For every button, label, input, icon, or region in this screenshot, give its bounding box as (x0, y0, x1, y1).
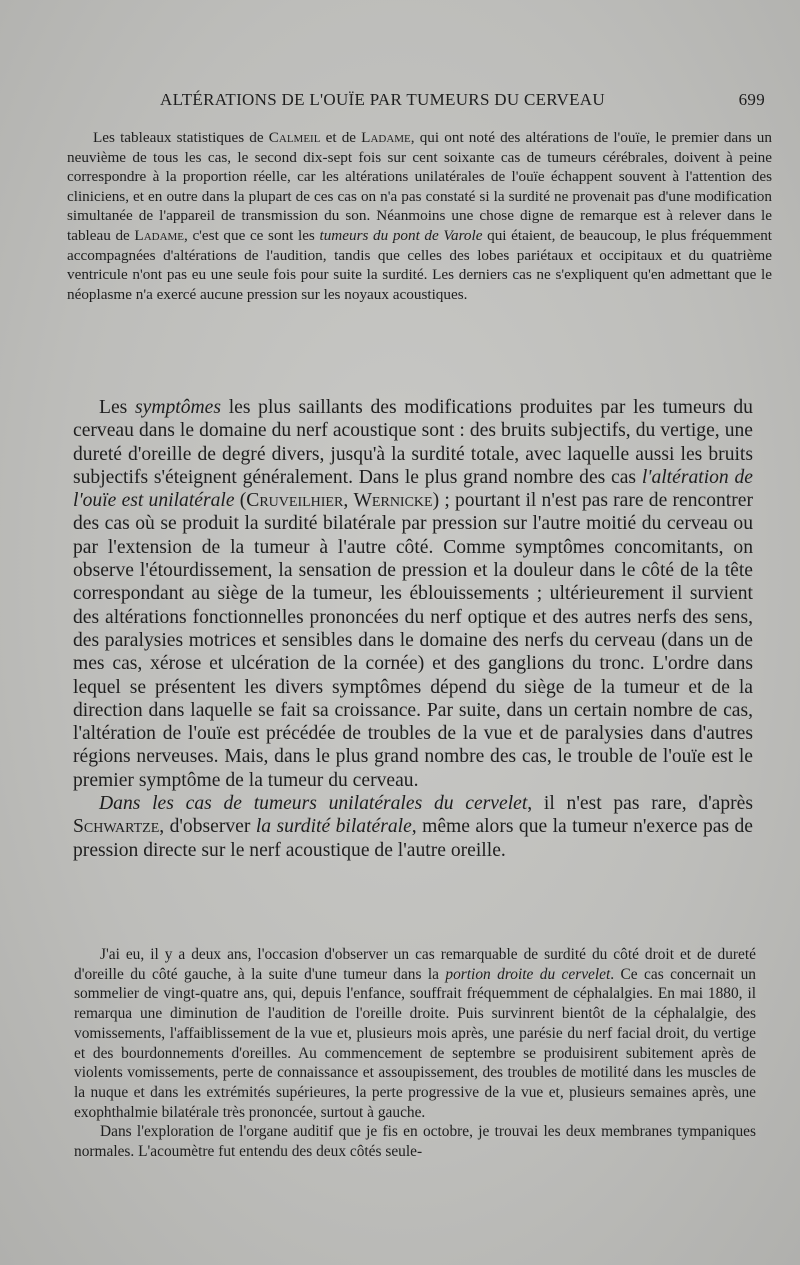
intro-text: Les tableaux statistiques de Calmeil et de Ladame, qui ont noté des altérations de l'ouïe, le premier dans un neuvième de tous les cas, le second dix-sept fois sur cent soixante cas de tumeurs cérébrales, doivent à peine correspondre à la proportion réelle, car les altérations unilatérales de l'ouïe échappent souvent à l'attention des cliniciens, et en outre dans la plupart de ces cas on n'a pas constaté si la surdité ne provenait pas d'une modification simultanée de l'appareil de transmission du son. Néanmoins une chose digne de remarque est à relever dans le tableau de Ladame, c'est que ce sont les tumeurs du pont de Varole qui étaient, de beaucoup, le plus fréquemment accompagnées d'altérations de l'audition, tandis que celles des lobes pariétaux et occipitaux et du quatrième ventricule n'ont pas eu une seule fois pour suite la surdité. Les derniers cas ne s'expliquent qu'en admettant que le néoplasme n'a exercé aucune pression sur les noyaux acoustiques. (67, 129, 773, 303)
author-cruveilhier: Cruveilhier (246, 490, 344, 512)
case-paragraph: J'ai eu, il y a deux ans, l'occasion d'observer un cas remarquable de surdité du côté droit et de dureté d'oreille du côté gauche, à la suite d'une tumeur dans la portion droite du cervelet. Ce cas concernait un sommelier de vingt-quatre ans, qui, depuis l'enfance, souffrait fréquemment de céphalalgies. En mai 1880, il remarqua une diminution de l'audition de l'oreille droite. Puis survinrent bientôt de la céphalalgie, des vomissements, l'affaiblissement de la vue et, plusieurs mois après, une parésie du nerf facial droit, du vertige et des bourdonnements d'oreilles. Au commencement de septembre se produisirent subitement après de violents vomissements, perte de connaissance et assoupissement, des troubles de motilité dans les muscles de la nuque et dans les extrémités supérieures, la perte progressive de la vue et, plusieurs semaines après, une exophthalmie bilatérale très prononcée, surtout à gauche. (74, 946, 756, 1121)
author-calmeil: Calmeil (268, 129, 321, 146)
page-number: 699 (738, 90, 765, 109)
emphasis-unilateral: l'altération de l'ouïe est unilatérale (73, 466, 753, 512)
emphasis-symptomes: symptômes (135, 397, 221, 418)
exploration-paragraph: Dans l'exploration de l'organe auditif que je fis en octobre, je trouvai les deux membranes tympaniques normales. L'acoumètre fut entendu des deux côtés seule- (74, 1123, 756, 1161)
emphasis-cervelet: Dans les cas de tumeurs unilatérales du cervelet (99, 793, 528, 815)
symptoms-paragraph: Les symptômes les plus saillants des modifications produites par les tumeurs du cerveau dans le domaine du nerf acoustique sont : des bruits subjectifs, du vertige, une dureté d'oreille de degré divers, jusqu'à la surdité totale, avec laquelle aussi les bruits subjectifs s'éteignent généralement. Dans le plus grand nombre des cas l'altération de l'ouïe est unilatérale (Cruveilhier, Wernicke) ; pourtant il n'est pas rare de rencontrer des cas où se produit la surdité bilatérale par pression sur l'autre moitié du cerveau ou par l'extension de la tumeur à l'autre côté. Comme symptômes concomitants, on observe l'étourdissement, la sensation de pression et la douleur dans le côté de la tête correspondant au siège de la tumeur, les éblouissements ; ultérieurement il survient des altérations fonctionnelles prononcées du nerf optique et des autres nerfs des sens, des paralysies motrices et sensibles dans le domaine des nerfs du cerveau (dans un de mes cas, xérose et ulcération de la cornée) et des ganglions du tronc. L'ordre dans lequel se présentent les divers symptômes dépend du siège de la tumeur et de la direction dans laquelle se fait sa croissance. Par suite, dans un certain nombre de cas, l'altération de l'ouïe est précédée de troubles de la vue et de paralysies dans d'autres régions nerveuses. Mais, dans le plus grand nombre des cas, le trouble de l'ouïe est le premier symptôme de la tumeur du cerveau. (73, 397, 753, 791)
author-schwartze: Schwartze (73, 816, 160, 838)
running-title: ALTÉRATIONS DE L'OUÏE PAR TUMEURS DU CERVEAU (160, 90, 605, 109)
emphasis-portion-droite: portion droite du cervelet (445, 965, 611, 983)
case-report (74, 945, 756, 1162)
emphasis-varole: tumeurs du pont de Varole (319, 226, 483, 244)
author-wernicke: Wernicke (353, 490, 433, 512)
author-ladame: Ladame (361, 129, 411, 146)
emphasis-surdite: la surdité bilatérale (255, 816, 412, 838)
author-ladame: Ladame (134, 226, 185, 244)
cerebellum-paragraph: Dans les cas de tumeurs unilatérales du cervelet, il n'est pas rare, d'après Schwartze, d'observer la surdité bilatérale, même alors que la tumeur n'exerce pas de pression directe sur le nerf acoustique de l'autre oreille. (73, 793, 753, 861)
main-text (73, 396, 753, 862)
page-header (160, 90, 765, 114)
intro-paragraph (67, 128, 772, 304)
